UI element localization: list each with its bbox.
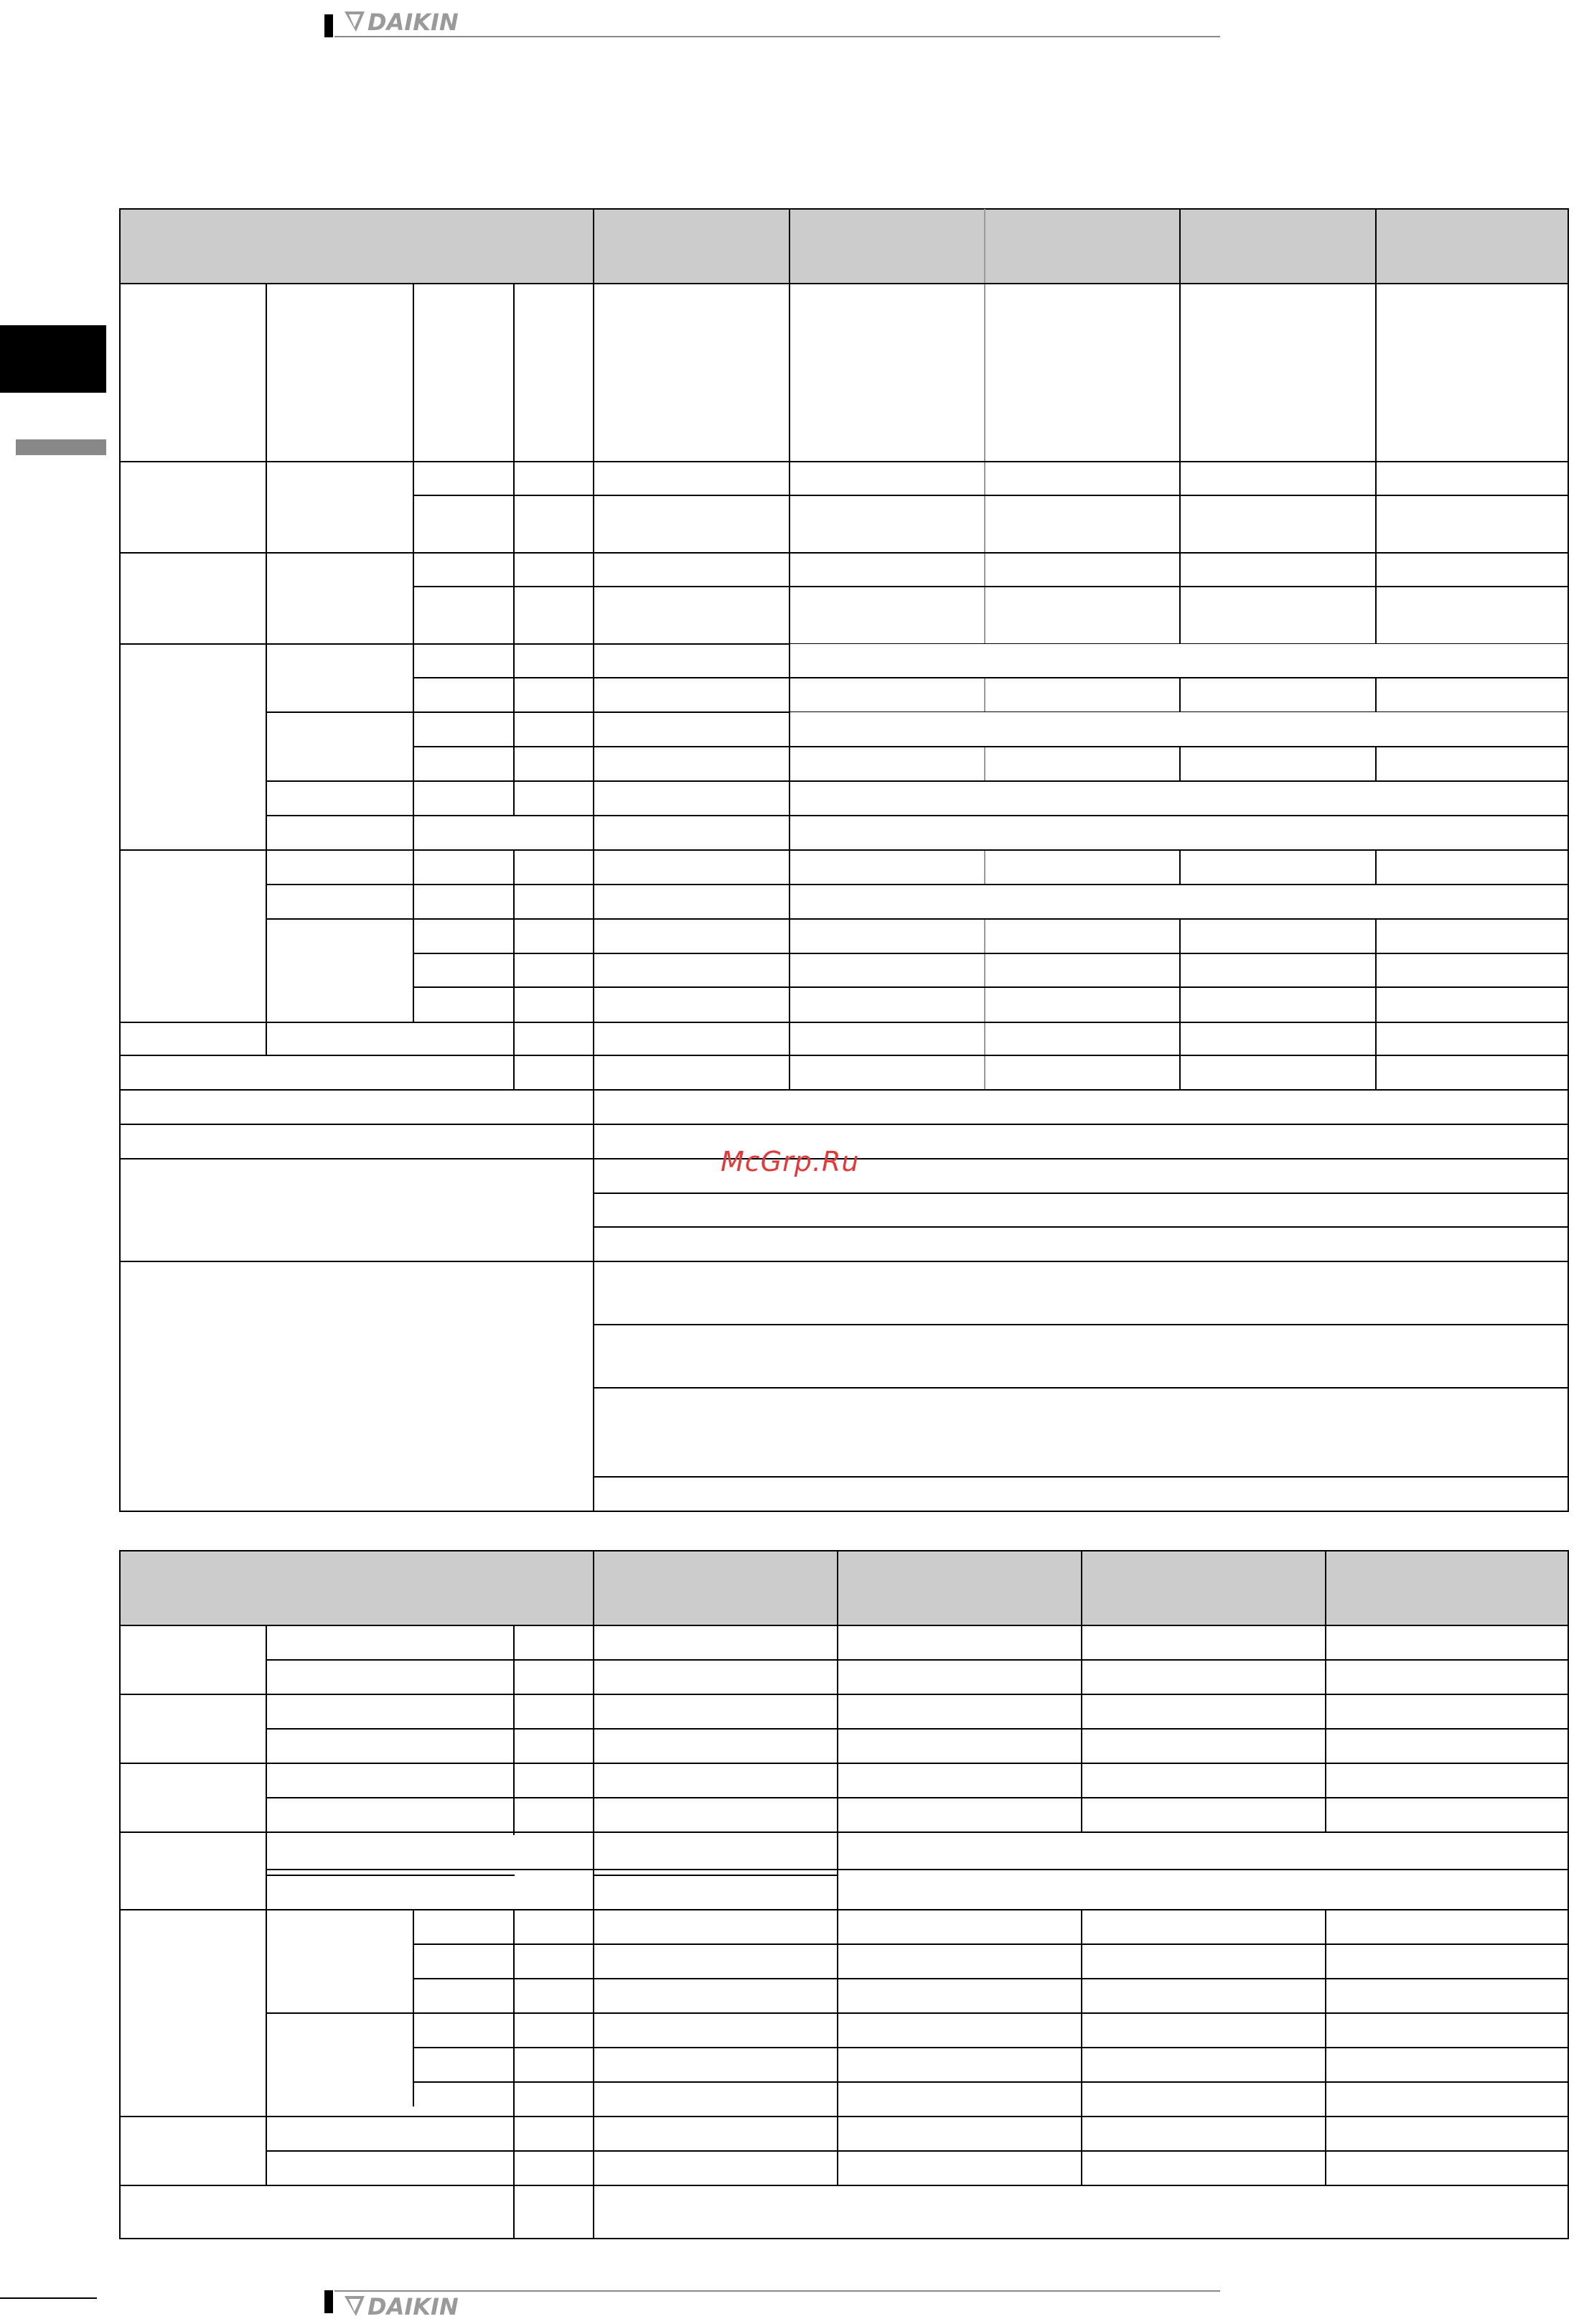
daikin-logo-footer [343, 2293, 494, 2319]
footer-rule [334, 2290, 1220, 2292]
spec-table-1 [120, 209, 1568, 1511]
footer-bar [324, 2290, 333, 2313]
logo-text: DAIKIN [367, 9, 459, 34]
watermark-text: McGrp.Ru [721, 1146, 860, 1177]
footer-left-rule [0, 2297, 97, 2299]
logo-text-footer: DAIKIN [367, 2293, 459, 2319]
table2-header-fill [120, 1551, 1568, 1625]
table1-header-fill [120, 209, 1568, 284]
